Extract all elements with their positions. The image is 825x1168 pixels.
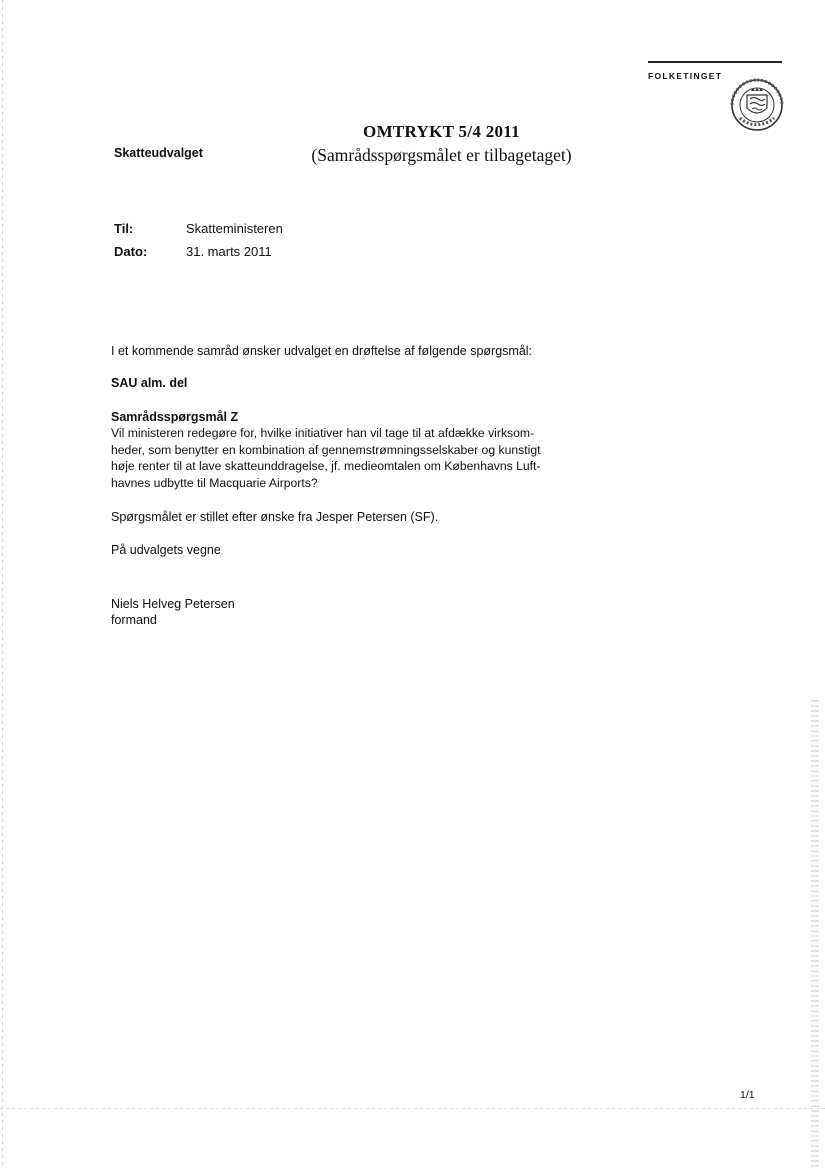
question-line: heder, som benytter en kombination af gennemstrømningsselskaber og kunstigt xyxy=(111,442,541,457)
folketinget-seal-icon xyxy=(730,78,784,132)
scan-edge-right xyxy=(811,700,819,1168)
to-label: Til: xyxy=(114,221,134,236)
asked-by-text: Spørgsmålet er stillet efter ønske fra Jesper Petersen (SF). xyxy=(111,510,439,524)
signer-name: Niels Helveg Petersen xyxy=(111,597,235,611)
header-rule xyxy=(648,61,782,63)
reference-text: SAU alm. del xyxy=(111,376,188,390)
committee-name: Skatteudvalget xyxy=(114,146,203,160)
to-value: Skatteministeren xyxy=(186,221,283,236)
question-title: Samrådsspørgsmål Z xyxy=(111,410,239,424)
scan-edge-bottom xyxy=(0,1108,825,1109)
scan-edge-left xyxy=(2,0,3,1168)
page-number: 1/1 xyxy=(740,1089,755,1101)
to-row xyxy=(114,221,283,236)
question-body xyxy=(111,425,581,491)
question-line: høje renter til at lave skatteunddragelse, jf. medieomtalen om Københavns Luft- xyxy=(111,459,541,473)
reprint-stamp-subtitle: (Samrådsspørgsmålet er tilbagetaget) xyxy=(311,145,572,165)
reprint-stamp-title: OMTRYKT 5/4 2011 xyxy=(363,122,520,141)
signer-role: formand xyxy=(111,613,157,627)
date-label: Dato: xyxy=(114,244,148,259)
date-row xyxy=(114,244,272,259)
date-value: 31. marts 2011 xyxy=(186,244,272,259)
intro-text: I et kommende samråd ønsker udvalget en drøftelse af følgende spørgsmål: xyxy=(111,344,533,358)
on-behalf-text: På udvalgets vegne xyxy=(111,543,221,557)
question-line: havnes udbytte til Macquarie Airports? xyxy=(111,475,318,490)
question-line: Vil ministeren redegøre for, hvilke initiativer han vil tage til at afdække virksom- xyxy=(111,426,535,440)
org-name: FOLKETINGET xyxy=(648,71,723,81)
